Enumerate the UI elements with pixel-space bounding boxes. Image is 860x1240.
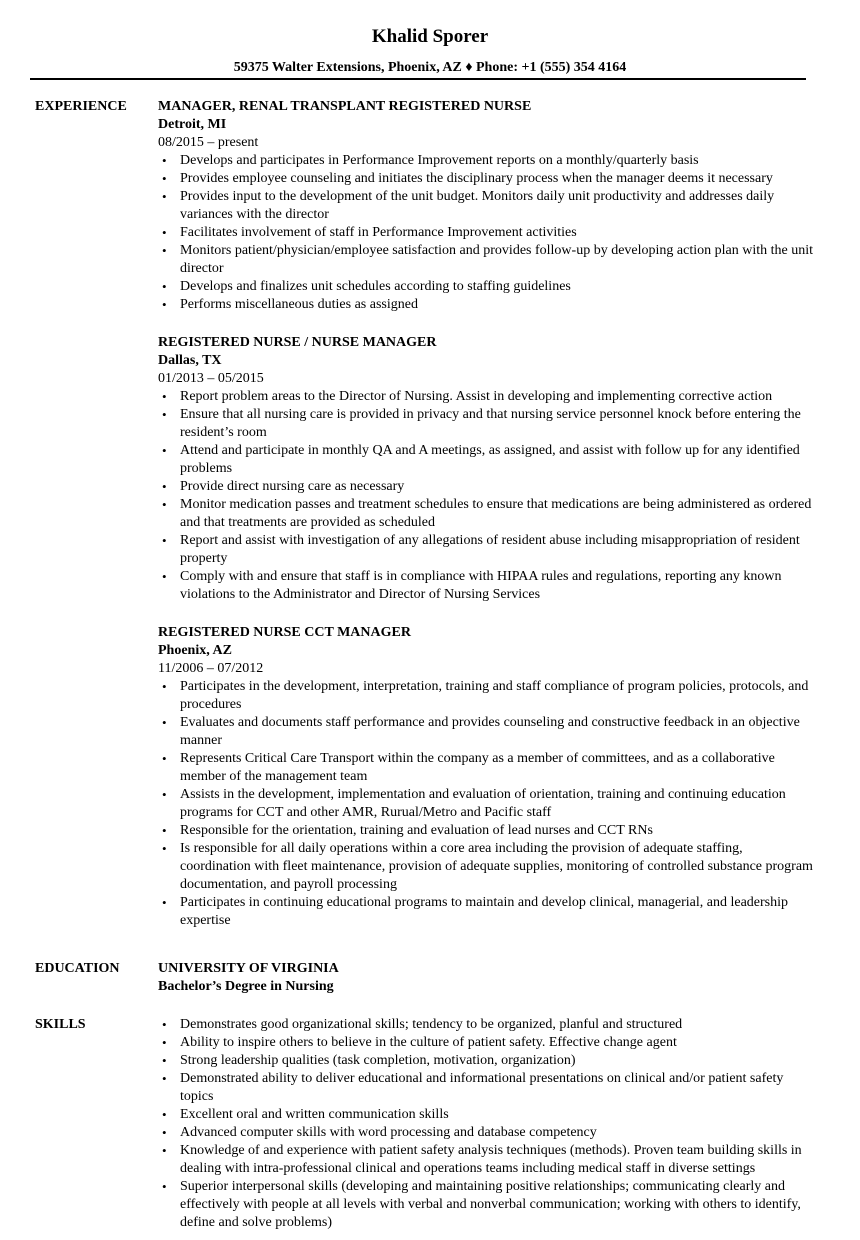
- job-location: Phoenix, AZ: [158, 643, 232, 658]
- bullet-item: [158, 442, 813, 478]
- bullet-icon: •: [162, 189, 167, 204]
- bullet-text: Report problem areas to the Director of Nursing. Assist in developing and implementing corrective action: [180, 389, 773, 404]
- bullet-text: Develops and finalizes unit schedules according to staffing guidelines: [180, 279, 571, 294]
- bullet-item: [158, 152, 813, 170]
- skill-item: [158, 1070, 813, 1106]
- bullet-item: [158, 224, 813, 242]
- job-dates: 01/2013 – 05/2015: [158, 371, 264, 386]
- bullet-text: Evaluates and documents staff performance and provides counseling and constructive feedback in an objective manner: [180, 715, 800, 748]
- bullet-icon: •: [162, 1053, 167, 1068]
- job-title: REGISTERED NURSE / NURSE MANAGER: [158, 335, 437, 350]
- bullet-item: [158, 714, 813, 750]
- skill-text: Advanced computer skills with word processing and database competency: [180, 1125, 597, 1140]
- bullet-item: [158, 786, 813, 822]
- skill-item: [158, 1034, 813, 1052]
- skill-text: Demonstrated ability to deliver educational and informational presentations on clinical and/or patient safety topics: [180, 1071, 784, 1104]
- bullet-icon: •: [162, 787, 167, 802]
- job-entry: [158, 98, 813, 314]
- skill-text: Superior interpersonal skills (developing and maintaining positive relationships; communicating clearly and effectively with people at all levels with verbal and nonverbal communication; working with others to identify, define and solve problems): [180, 1179, 801, 1230]
- bullet-text: Represents Critical Care Transport within the company as a member of committees, and as a collaborative member of the management team: [180, 751, 775, 784]
- skill-text: Ability to inspire others to believe in the culture of patient safety. Effective change agent: [180, 1035, 677, 1050]
- bullet-item: [158, 678, 813, 714]
- bullet-icon: •: [162, 497, 167, 512]
- bullet-item: [158, 496, 813, 532]
- bullet-icon: •: [162, 751, 167, 766]
- bullet-icon: •: [162, 679, 167, 694]
- bullet-text: Ensure that all nursing care is provided in privacy and that nursing service personnel knock before entering the resident’s room: [180, 407, 801, 440]
- bullet-icon: •: [162, 479, 167, 494]
- bullet-icon: •: [162, 1179, 167, 1194]
- bullet-icon: •: [162, 1107, 167, 1122]
- bullet-text: Provides employee counseling and initiates the disciplinary process when the manager deems it necessary: [180, 171, 773, 186]
- bullet-icon: •: [162, 1125, 167, 1140]
- bullet-text: Participates in the development, interpretation, training and staff compliance of program policies, protocols, and procedures: [180, 679, 809, 712]
- bullet-text: Facilitates involvement of staff in Performance Improvement activities: [180, 225, 577, 240]
- skill-item: [158, 1142, 813, 1178]
- bullet-item: [158, 278, 813, 296]
- bullet-text: Monitors patient/physician/employee satisfaction and provides follow-up by developing action plan with the unit director: [180, 243, 813, 276]
- bullet-icon: •: [162, 171, 167, 186]
- job-dates: 08/2015 – present: [158, 135, 259, 150]
- bullet-item: [158, 406, 813, 442]
- bullet-icon: •: [162, 297, 167, 312]
- job-bullets: [158, 388, 813, 604]
- skill-text: Knowledge of and experience with patient safety analysis techniques (methods). Proven team building skills in dealing with intra-professional clinical and operations teams including medical staff in diverse settings: [180, 1143, 802, 1176]
- bullet-text: Participates in continuing educational programs to maintain and develop clinical, managerial, and leadership expertise: [180, 895, 789, 928]
- bullet-item: [158, 188, 813, 224]
- skill-text: Strong leadership qualities (task completion, motivation, organization): [180, 1053, 576, 1068]
- bullet-text: Assists in the development, implementation and evaluation of orientation, training and continuing education programs for CCT and other AMR, Rurual/Metro and Pacific staff: [180, 787, 786, 820]
- bullet-text: Provide direct nursing care as necessary: [180, 479, 405, 494]
- bullet-icon: •: [162, 1017, 167, 1032]
- bullet-item: [158, 242, 813, 278]
- job-location: Detroit, MI: [158, 117, 227, 132]
- bullet-icon: •: [162, 1035, 167, 1050]
- bullet-icon: •: [162, 225, 167, 240]
- bullet-text: Report and assist with investigation of any allegations of resident abuse including misappropriation of resident property: [180, 533, 800, 566]
- header-divider: [30, 78, 806, 80]
- section-title-experience: EXPERIENCE: [35, 99, 127, 114]
- bullet-icon: •: [162, 443, 167, 458]
- bullet-text: Performs miscellaneous duties as assigned: [180, 297, 418, 312]
- bullet-item: [158, 750, 813, 786]
- bullet-item: [158, 822, 813, 840]
- skills-list: [158, 1016, 813, 1232]
- skill-text: Excellent oral and written communication skills: [180, 1107, 449, 1122]
- job-title: MANAGER, RENAL TRANSPLANT REGISTERED NURSE: [158, 99, 532, 114]
- bullet-icon: •: [162, 533, 167, 548]
- job-bullets: [158, 152, 813, 314]
- skill-item: [158, 1178, 813, 1232]
- bullet-item: [158, 568, 813, 604]
- skill-item: [158, 1016, 813, 1034]
- degree: Bachelor’s Degree in Nursing: [158, 979, 334, 994]
- candidate-name: Khalid Sporer: [371, 26, 489, 47]
- bullet-item: [158, 478, 813, 496]
- bullet-item: [158, 840, 813, 894]
- bullet-item: [158, 532, 813, 568]
- bullet-icon: •: [162, 407, 167, 422]
- bullet-item: [158, 388, 813, 406]
- bullet-icon: •: [162, 823, 167, 838]
- bullet-text: Responsible for the orientation, training and evaluation of lead nurses and CCT RNs: [180, 823, 653, 838]
- job-entry: [158, 624, 813, 930]
- bullet-icon: •: [162, 389, 167, 404]
- bullet-icon: •: [162, 1071, 167, 1086]
- bullet-icon: •: [162, 841, 167, 856]
- section-title-skills: SKILLS: [35, 1017, 86, 1032]
- contact-line: 59375 Walter Extensions, Phoenix, AZ ♦ Phone: +1 (555) 354 4164: [233, 60, 627, 75]
- job-entry: [158, 334, 813, 604]
- job-dates: 11/2006 – 07/2012: [158, 661, 264, 676]
- job-location: Dallas, TX: [158, 353, 222, 368]
- school-name: UNIVERSITY OF VIRGINIA: [158, 961, 339, 976]
- bullet-text: Monitor medication passes and treatment schedules to ensure that medications are being administered as ordered and that treatments are provided as scheduled: [180, 497, 812, 530]
- bullet-icon: •: [162, 243, 167, 258]
- skill-item: [158, 1052, 813, 1070]
- section-title-education: EDUCATION: [35, 961, 120, 976]
- bullet-icon: •: [162, 715, 167, 730]
- bullet-text: Attend and participate in monthly QA and A meetings, as assigned, and assist with follow up for any identified problems: [180, 443, 800, 476]
- bullet-icon: •: [162, 153, 167, 168]
- bullet-item: [158, 170, 813, 188]
- bullet-icon: •: [162, 1143, 167, 1158]
- bullet-text: Is responsible for all daily operations within a core area including the provision of adequate staffing, coordination with fleet maintenance, provision of adequate supplies, monitoring of controlled substance program documentation, and payroll processing: [180, 841, 813, 892]
- bullet-item: [158, 296, 813, 314]
- bullet-icon: •: [162, 895, 167, 910]
- bullet-item: [158, 894, 813, 930]
- job-bullets: [158, 678, 813, 930]
- skill-item: [158, 1106, 813, 1124]
- skill-text: Demonstrates good organizational skills; tendency to be organized, planful and structured: [180, 1017, 683, 1032]
- bullet-text: Develops and participates in Performance Improvement reports on a monthly/quarterly basis: [180, 153, 699, 168]
- job-title: REGISTERED NURSE CCT MANAGER: [158, 625, 411, 640]
- bullet-text: Provides input to the development of the unit budget. Monitors daily unit productivity and addresses daily variances with the director: [180, 189, 775, 222]
- bullet-icon: •: [162, 569, 167, 584]
- skill-item: [158, 1124, 813, 1142]
- bullet-icon: •: [162, 279, 167, 294]
- bullet-text: Comply with and ensure that staff is in compliance with HIPAA rules and regulations, reporting any known violations to the Administrator and Director of Nursing Services: [180, 569, 782, 602]
